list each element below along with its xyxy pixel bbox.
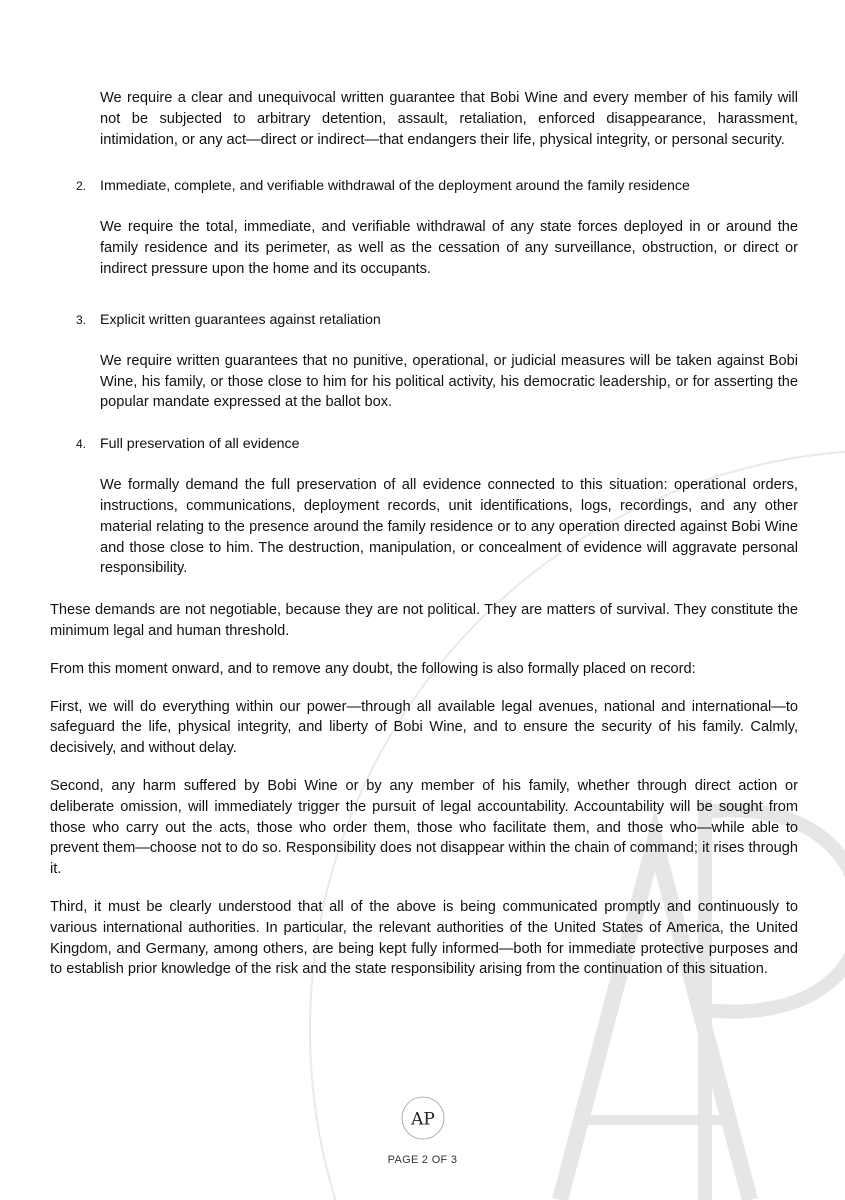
list-item-body: We formally demand the full preservation of all evidence connected to this situation: operational orders, instructions, communications, deployment records, unit identifications, logs, recordings, and any other material relating to the presence around the family residence or to any operation directed against Bobi Wine and those close to him. The destruction, manipulation, or concealment of evidence will aggravate personal responsibility.: [100, 477, 798, 577]
body-paragraph: Third, it must be clearly understood that all of the above is being communicated promptly and continuously to various international authorities. In particular, the relevant authorities of the United States of America, the United Kingdom, and Germany, among others, are being kept fully informed—both for immediate protective purposes and to establish prior knowledge of the risk and the state responsibility arising from the continuation of this situation.: [50, 898, 798, 978]
body-paragraph: First, we will do everything within our power—through all available legal avenues, national and international—to safeguard the life, physical integrity, and liberty of Bobi Wine, and to ensure the security of his family. Calmly, decisively, and without delay.: [50, 698, 798, 757]
body-paragraph: These demands are not negotiable, because they are not political. They are matters of survival. They constitute the minimum legal and human threshold.: [50, 602, 798, 639]
list-number: 3.: [76, 312, 87, 327]
list-number: 2.: [76, 179, 87, 194]
list-item-heading: [76, 434, 798, 454]
page-number: PAGE 2 OF 3: [387, 1154, 458, 1166]
body-paragraph: Second, any harm suffered by Bobi Wine or by any member of his family, whether through direct action or deliberate omission, will immediately trigger the pursuit of legal accountability. Accountability will be sought from those who carry out the acts, those who order them, those who facilitate them, and those who—while able to prevent them—choose not to do so. Responsibility does not disappear within the chain of command; it rises through it.: [50, 777, 798, 878]
list-number: 4.: [76, 437, 87, 452]
guarantee-paragraph: We require a clear and unequivocal written guarantee that Bobi Wine and every member of his family will not be subjected to arbitrary detention, assault, retaliation, enforced disappearance, harassment, intimidation, or any act—direct or indirect—that endangers their life, physical integrity, or personal security.: [100, 90, 798, 148]
list-heading: Immediate, complete, and verifiable withdrawal of the deployment around the family residence: [100, 178, 690, 195]
body-paragraph: From this moment onward, and to remove any doubt, the following is also formally placed on record:: [50, 660, 696, 677]
document-body: [50, 88, 798, 980]
list-heading: Full preservation of all evidence: [100, 436, 300, 453]
list-item-body: We require the total, immediate, and verifiable withdrawal of any state forces deployed in or around the family residence and its perimeter, as well as the cessation of any surveillance, obstruction, or direct or indirect pressure upon the home and its occupants.: [100, 219, 798, 277]
list-item-heading: [76, 176, 798, 196]
ap-logo: [399, 1094, 447, 1142]
list-heading: Explicit written guarantees against retaliation: [100, 311, 381, 328]
list-item-heading: [76, 310, 798, 330]
list-item-body: We require written guarantees that no punitive, operational, or judicial measures will be taken against Bobi Wine, his family, or those close to him for his political activity, his democratic leadership, or for asserting the popular mandate expressed at the ballot box.: [100, 352, 798, 411]
logo-monogram: AP: [411, 1109, 435, 1130]
